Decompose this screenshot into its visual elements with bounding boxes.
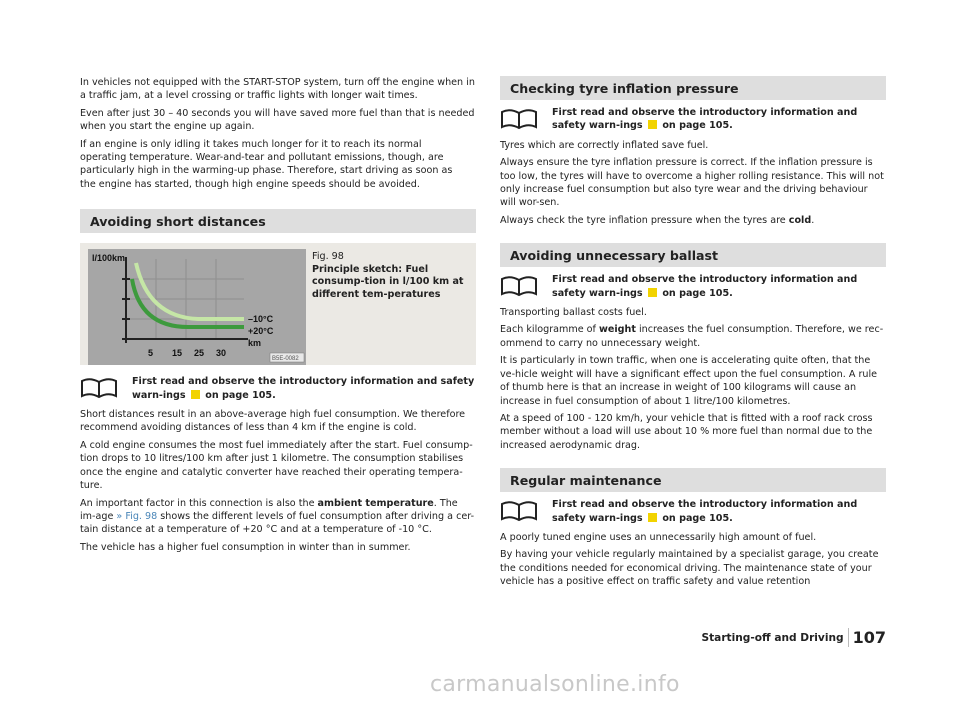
read-first-text: First read and observe the introductory information and safety warn-ings bbox=[132, 376, 475, 401]
paragraph-start-stop: In vehicles not equipped with the START-STOP system, turn off the engine when in a traffic jam, at a level crossing or traffic lights with longer wait times. bbox=[80, 77, 475, 102]
paragraph-idling: If an engine is only idling it takes much longer for it to reach its normal operating temperature. Wear-and-tear and pollutant emissions, though, are particularly high in the warming-up phase. Therefore, start driving as soon as the engine has started, though high engine speeds should be avoided. bbox=[80, 138, 453, 190]
figure-caption-text: Principle sketch: Fuel consump-tion in l/100 km at different tem-peratures bbox=[312, 263, 464, 301]
watermark: carmanualsonline.info bbox=[430, 672, 680, 697]
section-title: Checking tyre inflation pressure bbox=[510, 80, 739, 96]
paragraph-ballast-cost: Transporting ballast costs fuel. bbox=[500, 307, 647, 319]
figure-98 bbox=[80, 243, 476, 365]
paragraph-tyre-pressure: Always ensure the tyre inflation pressure is correct. If the inflation pressure is too low, the tyres will have to overcome a higher rolling resistance. This will not only increase fuel consumption but also tyre wear and the driving behaviour will wor-sen. bbox=[500, 157, 884, 209]
tick-label: 25 bbox=[194, 348, 205, 359]
read-first-text: First read and observe the introductory information and safety warn-ings bbox=[552, 274, 858, 299]
fuel-consumption-chart bbox=[88, 249, 306, 365]
tick-label: 15 bbox=[172, 348, 183, 359]
bold-term: weight bbox=[598, 324, 636, 336]
open-book-icon bbox=[80, 377, 118, 399]
paragraph-poorly-tuned: A poorly tuned engine uses an unnecessarily high amount of fuel. bbox=[500, 531, 817, 543]
bold-term: ambient temperature bbox=[317, 497, 434, 509]
section-header-maintenance bbox=[500, 468, 886, 492]
page-footer bbox=[701, 628, 886, 647]
bold-term: cold bbox=[788, 214, 812, 226]
page-reference[interactable]: on page 105. bbox=[662, 287, 733, 299]
paragraph-tyres-save-fuel: Tyres which are correctly inflated save fuel. bbox=[500, 139, 709, 151]
x-axis-label: km bbox=[248, 338, 262, 349]
paragraph-check-cold: Always check the tyre inflation pressure when the tyres are cold. bbox=[500, 214, 815, 226]
open-book-icon bbox=[500, 500, 538, 522]
paragraph-cold-engine: A cold engine consumes the most fuel immediately after the start. Fuel consump-tion drops to 10 litres/100 km after just 1 kilometre. The consumption stabilises once the engine and catalytic converter have reached their operating tempera-ture. bbox=[80, 439, 473, 492]
figure-code: B5E-0082 bbox=[272, 356, 299, 363]
section-title: Avoiding short distances bbox=[90, 213, 266, 229]
read-first-notice bbox=[80, 375, 476, 402]
label-minus-10c: –10°C bbox=[248, 314, 274, 325]
footer-section-title: Starting-off and Driving bbox=[701, 631, 844, 644]
tick-label: 30 bbox=[216, 348, 227, 359]
section-header-short-distances bbox=[80, 209, 476, 233]
read-first-notice bbox=[500, 106, 886, 133]
read-first-text: First read and observe the introductory information and safety warn-ings bbox=[552, 107, 858, 132]
page-reference[interactable]: on page 105. bbox=[662, 512, 733, 524]
read-first-notice bbox=[500, 273, 886, 300]
label-plus-20c: +20°C bbox=[248, 326, 274, 337]
y-axis-label: l/100km bbox=[92, 253, 126, 264]
open-book-icon bbox=[500, 275, 538, 297]
tick-label: 5 bbox=[148, 348, 154, 359]
read-first-text: First read and observe the introductory information and safety warn-ings bbox=[552, 499, 858, 524]
warning-icon bbox=[648, 120, 657, 129]
read-first-notice bbox=[500, 498, 886, 525]
warning-icon bbox=[648, 513, 657, 522]
warning-icon bbox=[191, 390, 200, 399]
warning-icon bbox=[648, 288, 657, 297]
paragraph-short-distances: Short distances result in an above-average high fuel consumption. We therefore recommend avoiding distances of less than 4 km if the engine is cold. bbox=[80, 409, 466, 434]
paragraph-ambient-temperature: An important factor in this connection is also the ambient temperature. The im-age » Fig. 98 shows the different levels of fuel consumption after driving a cer-tain distance at a temperature of +20 °C and at a temperature of -10 °C. bbox=[80, 497, 475, 536]
curve-minus-10c bbox=[136, 263, 244, 319]
paragraph-weight: Each kilogramme of weight increases the fuel consumption. Therefore, we rec-ommend to carry no unnecessary weight. bbox=[500, 324, 884, 349]
figure-caption bbox=[312, 251, 477, 301]
paragraph-town-traffic: It is particularly in town traffic, when one is accelerating quite often, that the ve-hicle weight will have a significant effect upon the fuel consumption. A rule of thumb here is that an increase in weight of 100 kilograms will cause an increase in fuel consumption of about 1 litre/100 kilometres. bbox=[500, 355, 878, 407]
paragraph-regular-maintenance: By having your vehicle regularly maintained by a specialist garage, you create the conditions needed for economical driving. The maintenance state of your vehicle has a positive effect on traffic safety and value retention bbox=[500, 549, 879, 588]
paragraph-fuel-saved: Even after just 30 – 40 seconds you will have saved more fuel than that is needed when you start the engine up again. bbox=[80, 107, 475, 133]
section-title: Avoiding unnecessary ballast bbox=[510, 247, 719, 263]
paragraph-winter: The vehicle has a higher fuel consumption in winter than in summer. bbox=[80, 541, 411, 553]
paragraph-roof-rack: At a speed of 100 - 120 km/h, your vehicle that is fitted with a roof rack cross member without a load will use about 10 % more fuel than normal due to the increased aerodynamic drag. bbox=[500, 412, 873, 451]
section-title: Regular maintenance bbox=[510, 472, 662, 488]
section-header-tyre-pressure bbox=[500, 76, 886, 100]
page-reference[interactable]: on page 105. bbox=[662, 120, 733, 132]
left-column bbox=[80, 76, 476, 558]
right-column bbox=[500, 76, 886, 593]
section-header-ballast bbox=[500, 243, 886, 267]
open-book-icon bbox=[500, 108, 538, 130]
fuel-consumption-sketch bbox=[88, 249, 306, 365]
figure-number: Fig. 98 bbox=[312, 251, 344, 263]
figure-link[interactable]: » Fig. 98 bbox=[116, 510, 158, 522]
page-number: 107 bbox=[848, 628, 886, 647]
page-reference[interactable]: on page 105. bbox=[205, 389, 276, 401]
